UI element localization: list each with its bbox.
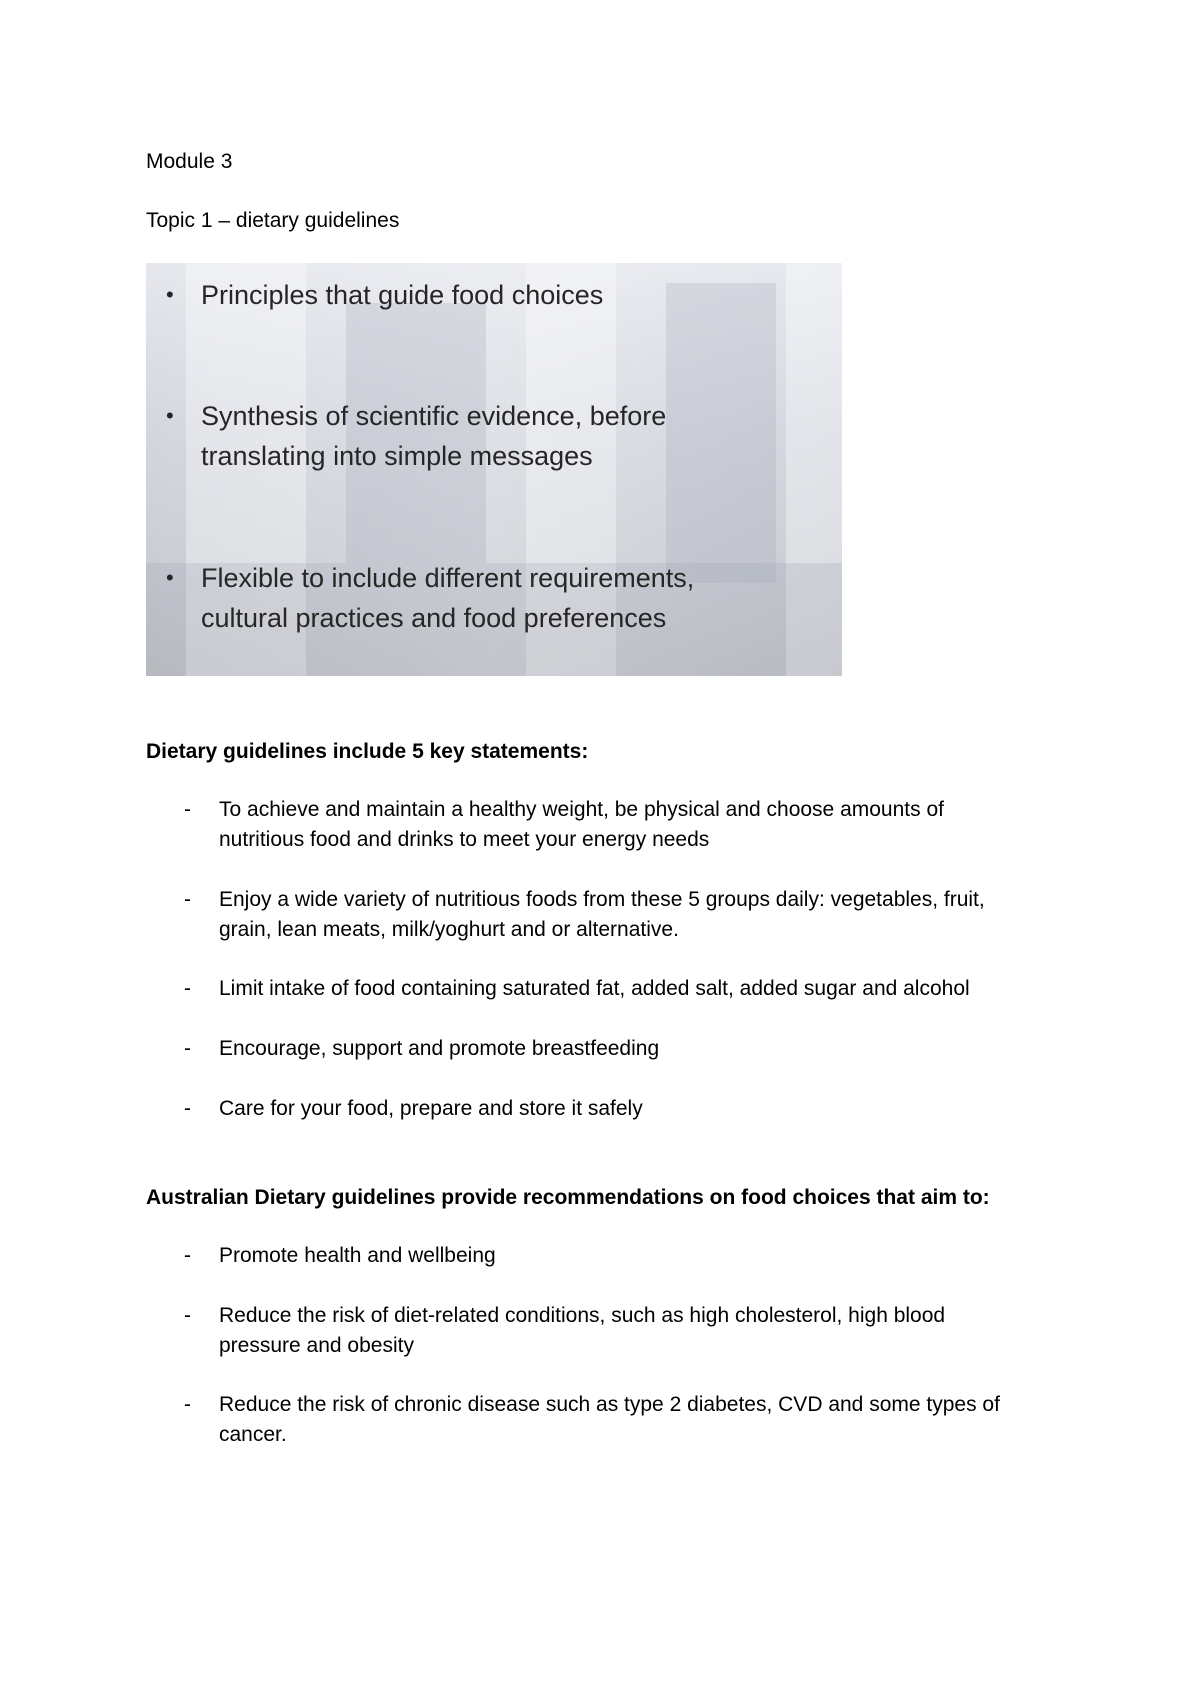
slide-bullet-text: Principles that guide food choices <box>201 280 604 310</box>
list-item-text: Reduce the risk of diet-related conditions, such as high cholesterol, high blood pressure and obesity <box>219 1304 946 1357</box>
list-item-text: Reduce the risk of chronic disease such as type 2 diabetes, CVD and some types of cancer. <box>219 1393 1000 1446</box>
slide-bullet-text: Synthesis of scientific evidence, before <box>201 401 667 431</box>
topic-title: Topic 1 – dietary guidelines <box>146 209 400 232</box>
slide-bullet-text: cultural practices and food preferences <box>201 603 667 633</box>
section-heading: Australian Dietary guidelines provide recommendations on food choices that aim to: <box>146 1186 990 1209</box>
dash-bullet: - <box>184 1244 191 1267</box>
bullet-icon: • <box>166 403 174 428</box>
bullet-icon: • <box>166 282 174 307</box>
list-item-text: Promote health and wellbeing <box>219 1244 496 1267</box>
dash-bullet: - <box>184 888 191 911</box>
dash-bullet: - <box>184 1304 191 1327</box>
list-item-text: To achieve and maintain a healthy weight, be physical and choose amounts of nutritious food and drinks to meet your energy needs <box>219 798 944 851</box>
bullet-icon: • <box>166 565 174 590</box>
dash-bullet: - <box>184 1393 191 1416</box>
section-heading: Dietary guidelines include 5 key statements: <box>146 740 589 763</box>
list-item-text: Care for your food, prepare and store it safely <box>219 1097 643 1120</box>
module-title: Module 3 <box>146 150 233 173</box>
dash-bullet: - <box>184 1037 191 1060</box>
dash-bullet: - <box>184 798 191 821</box>
slide-image <box>146 263 842 676</box>
slide-bullet-text: Flexible to include different requirements, <box>201 563 695 593</box>
list-item-text: Encourage, support and promote breastfeeding <box>219 1037 660 1060</box>
slide-bullet-text: translating into simple messages <box>201 441 593 471</box>
dash-bullet: - <box>184 977 191 1000</box>
list-item-text: Limit intake of food containing saturated fat, added salt, added sugar and alcohol <box>219 977 970 1000</box>
dash-bullet: - <box>184 1097 191 1120</box>
list-item-text: Enjoy a wide variety of nutritious foods from these 5 groups daily: vegetables, fruit, grain, lean meats, milk/yoghurt and or alternative. <box>219 888 985 941</box>
